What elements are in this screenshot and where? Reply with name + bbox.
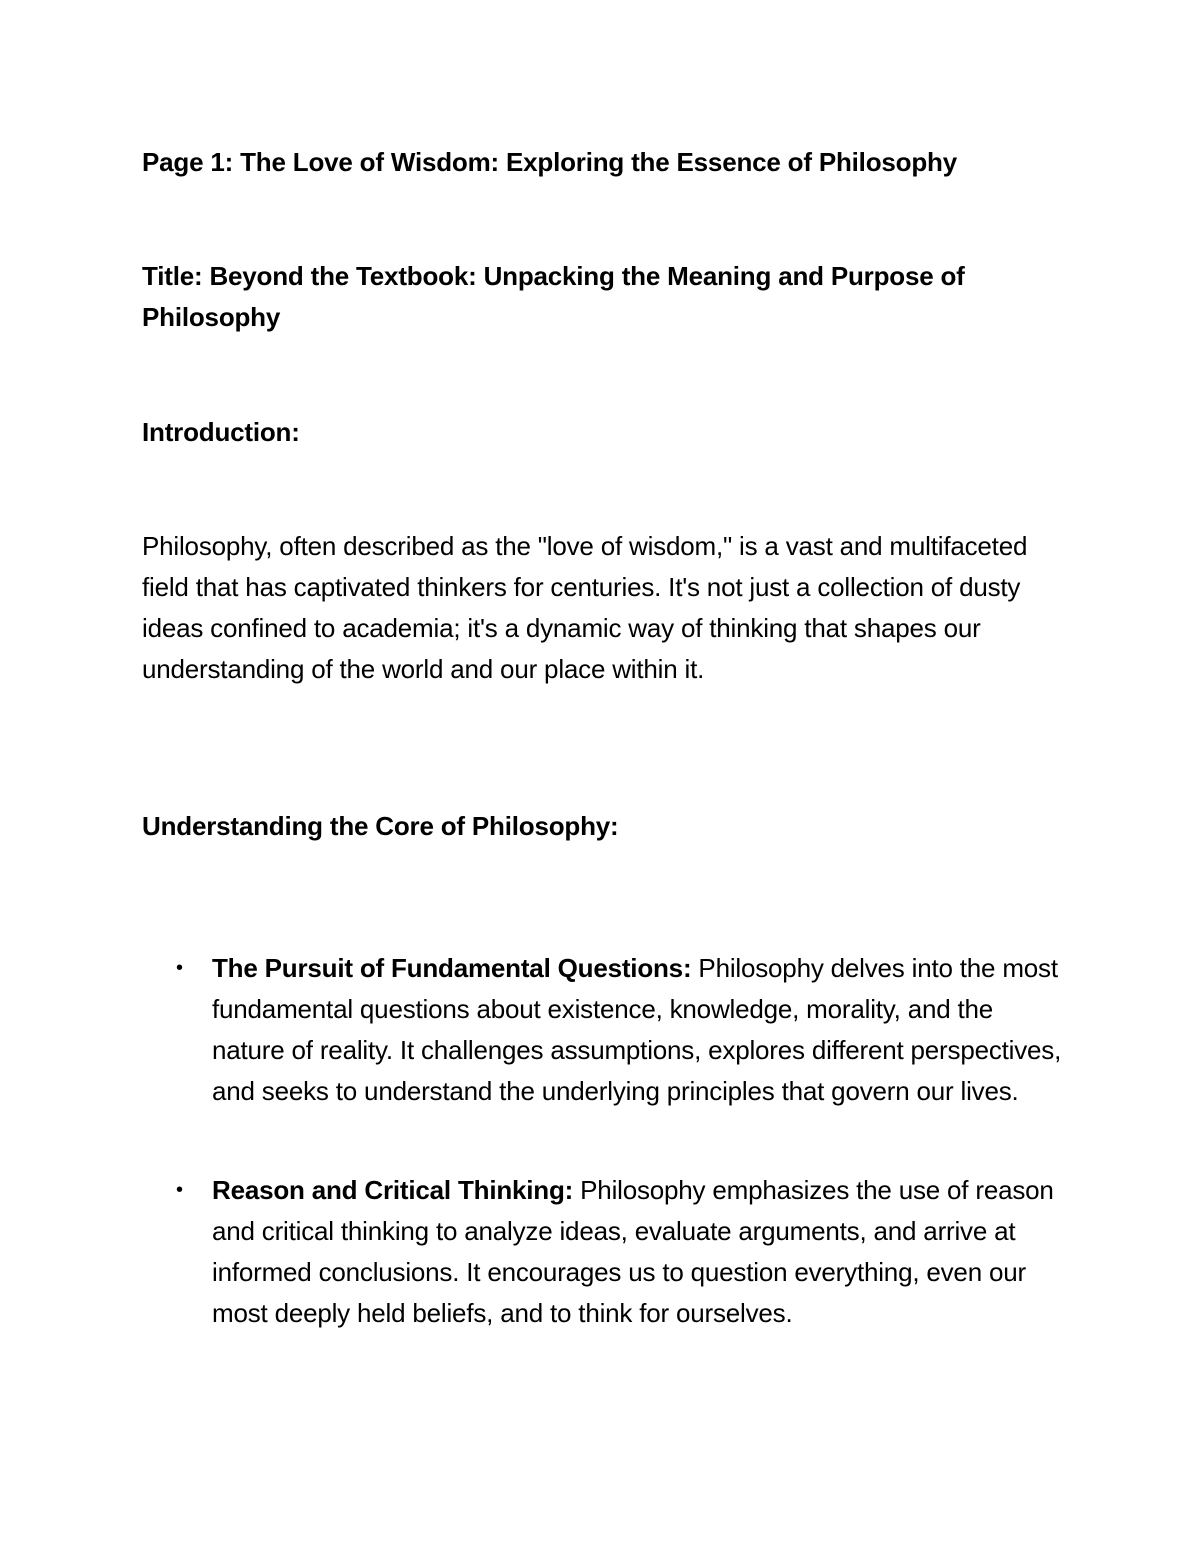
bullet-description: Philosophy emphasizes the use of reason and critical thinking to analyze ideas, evaluate arguments, and arrive at informed conclusions. It encourages us to question everything, even our most deeply held beliefs, and to think for ourselves.: [212, 1175, 1054, 1328]
document-title: Title: Beyond the Textbook: Unpacking the Meaning and Purpose of Philosophy: [142, 261, 965, 332]
bullet-description: Philosophy delves into the most fundamental questions about existence, knowledge, morality, and the nature of reality. It challenges assumptions, explores different perspectives, and seeks to understand the underlying principles that govern our lives.: [212, 953, 1062, 1106]
page-heading: Page 1: The Love of Wisdom: Exploring the Essence of Philosophy: [142, 147, 957, 177]
bullet-icon: •: [176, 1179, 183, 1201]
core-section-heading: Understanding the Core of Philosophy:: [142, 811, 619, 841]
bullet-term: Reason and Critical Thinking:: [212, 1175, 574, 1205]
bullet-term: The Pursuit of Fundamental Questions:: [212, 953, 692, 983]
bullet-text: [212, 948, 1062, 1112]
bullet-icon: •: [176, 957, 183, 979]
bullet-text: [212, 1170, 1062, 1334]
introduction-heading: Introduction:: [142, 417, 300, 447]
introduction-paragraph: Philosophy, often described as the "love of wisdom," is a vast and multifaceted field that has captivated thinkers for centuries. It's not just a collection of dusty ideas confined to academia; it's a dynamic way of thinking that shapes our understanding of the world and our place within it.: [142, 531, 1028, 684]
